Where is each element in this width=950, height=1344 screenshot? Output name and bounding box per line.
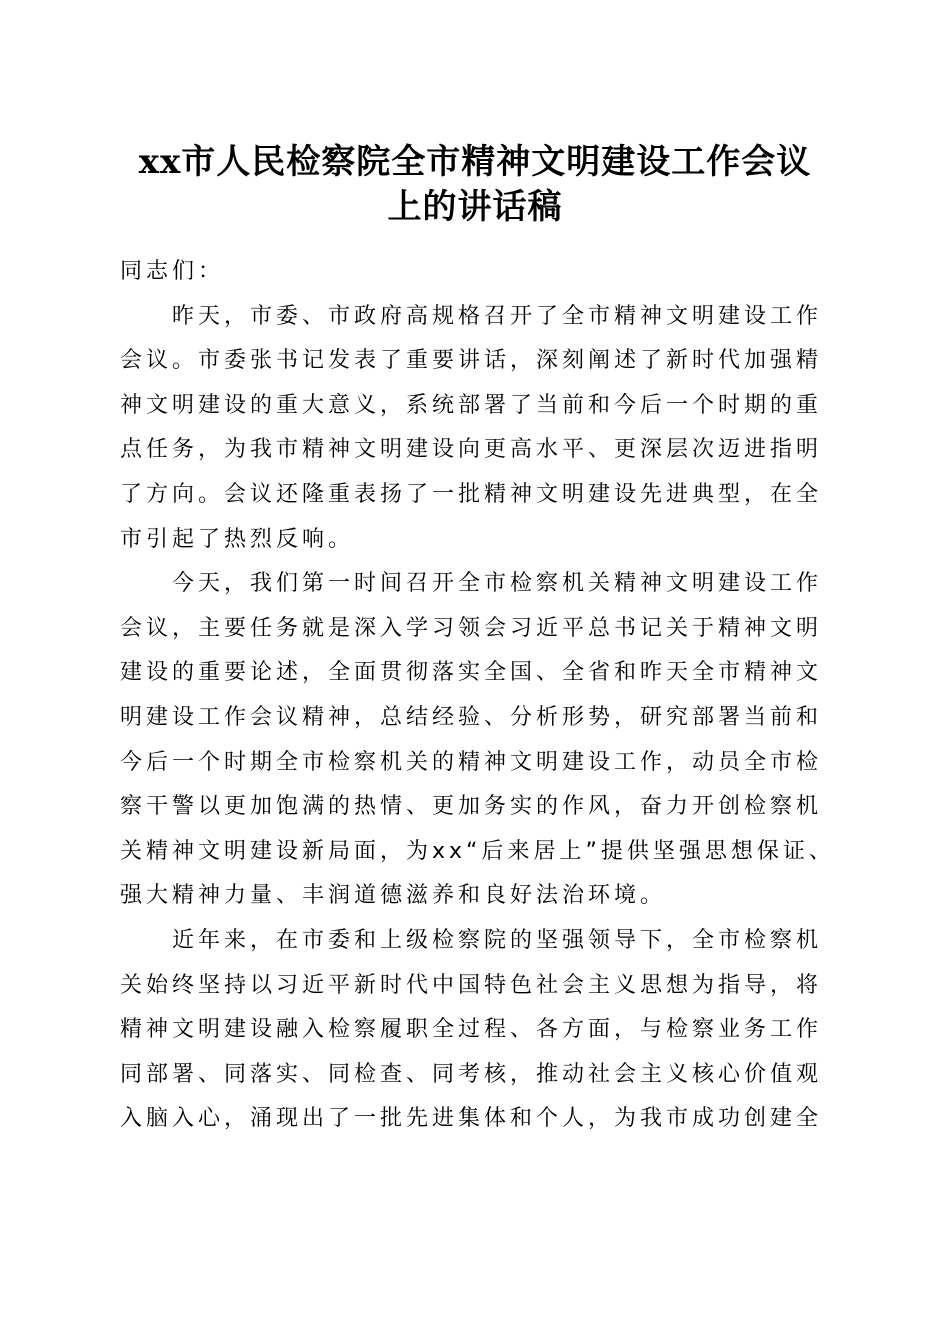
paragraph-line: 点任务，为我市精神文明建设向更高水平、更深层次迈进指明 [120,437,823,463]
paragraph-line: 了方向。会议还隆重表扬了一批精神文明建设先进典型，在全 [120,481,823,507]
document-body [120,250,835,1142]
paragraph-line: 会议，主要任务就是深入学习领会习近平总书记关于精神文明 [120,615,823,641]
paragraph-line: 关精神文明建设新局面，为xx“后来居上”提供坚强思想保证、 [120,838,835,864]
paragraph-line: 入脑入心，涌现出了一批先进集体和个人，为我市成功创建全 [120,1106,823,1132]
paragraph-line: 察干警以更加饱满的热情、更加务实的作风，奋力开创检察机 [120,794,823,820]
title-line-1: xx市人民检察院全市精神文明建设工作会议 [138,142,812,182]
paragraph-line: 今天，我们第一时间召开全市检察机关精神文明建设工作 [172,571,823,597]
paragraph-line: 神文明建设的重大意义，系统部署了当前和今后一个时期的重 [120,392,823,418]
salutation: 同志们： [120,259,225,284]
paragraph-line: 同部署、同落实、同检查、同考核，推动社会主义核心价值观 [120,1061,823,1087]
title-line-2: 上的讲话稿 [387,187,563,227]
paragraph-line: 会议。市委张书记发表了重要讲话，深刻阐述了新时代加强精 [120,348,823,374]
paragraph-line: 强大精神力量、丰润道德滋养和良好法治环境。 [120,883,667,909]
paragraph-line: 市引起了热烈反响。 [120,526,355,552]
paragraph-3 [120,919,835,1142]
paragraph-2 [120,562,835,919]
document-title [80,140,870,230]
paragraph-line: 建设的重要论述，全面贯彻落实全国、全省和昨天全市精神文 [120,660,823,686]
paragraph-line: 精神文明建设融入检察履职全过程、各方面，与检察业务工作 [120,1017,823,1043]
paragraph-line: 今后一个时期全市检察机关的精神文明建设工作，动员全市检 [120,749,823,775]
paragraph-line: 近年来，在市委和上级检察院的坚强领导下，全市检察机 [172,927,823,953]
paragraph-line: 关始终坚持以习近平新时代中国特色社会主义思想为指导，将 [120,972,823,998]
paragraph-line: 昨天，市委、市政府高规格召开了全市精神文明建设工作 [172,303,823,329]
paragraph-line: 明建设工作会议精神，总结经验、分析形势，研究部署当前和 [120,704,823,730]
paragraph-1 [120,295,835,563]
